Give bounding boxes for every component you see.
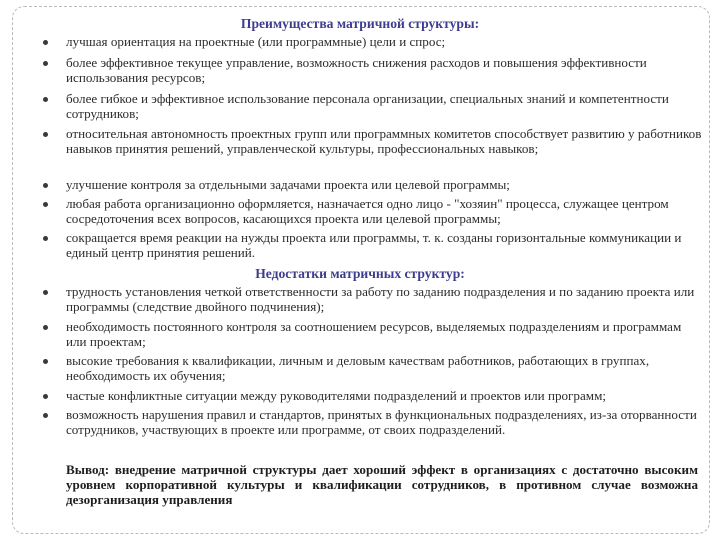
disadvantage-item	[66, 354, 702, 383]
advantage-item	[66, 92, 702, 121]
bullet-icon	[43, 202, 48, 207]
advantage-text: лучшая ориентация на проектные (или программные) цели и спрос;	[66, 34, 446, 49]
bullet-icon	[43, 97, 48, 102]
bullet-icon	[43, 413, 48, 418]
disadvantage-item	[66, 320, 702, 349]
bullet-icon	[43, 132, 48, 137]
disadvantage-item	[66, 408, 702, 437]
advantage-text: относительная автономность проектных групп или программных комитетов способствует развитию у работников навыков принятия решений, управленческой культуры, профессиональных навыков;	[66, 126, 702, 156]
disadvantage-item	[66, 389, 702, 404]
advantage-text: более эффективное текущее управление, возможность снижения расходов и повышения эффективности использования ресурсов;	[66, 55, 647, 85]
disadvantage-text: высокие требования к квалификации, личным и деловым качествам работников, работающих в группах, необходимость их обучения;	[66, 353, 650, 383]
advantages-heading: Преимущества матричной структуры:	[240, 16, 480, 31]
advantage-item	[66, 56, 702, 85]
advantage-item	[66, 197, 702, 226]
disadvantage-text: необходимость постоянного контроля за соотношением ресурсов, выделяемых подразделениям и программам или проектам;	[66, 319, 682, 349]
bullet-icon	[43, 40, 48, 45]
bullet-icon	[43, 61, 48, 66]
conclusion-text: Вывод: внедрение матричной структуры дает хороший эффект в организациях с достаточно высоким уровнем корпоративной культуры и квалификации сотрудников, в противном случае возможна дезорганизация управления	[66, 462, 698, 508]
bullet-icon	[43, 394, 48, 399]
disadvantage-text: частые конфликтные ситуации между руководителями подразделений и проектов или программ;	[66, 388, 606, 403]
bullet-icon	[43, 359, 48, 364]
advantage-text: более гибкое и эффективное использование персонала организации, специальных знаний и компетентности сотрудников;	[66, 91, 669, 121]
advantage-item	[66, 178, 702, 193]
disadvantage-text: трудность установления четкой ответственности за работу по заданию подразделения и по заданию проекта или программы (следствие двойного подчинения);	[66, 284, 695, 314]
advantage-item	[66, 35, 702, 50]
disadvantage-text: возможность нарушения правил и стандартов, принятых в функциональных подразделениях, из-за оторванности сотрудников, участвующих в проекте или программе, от своих подразделений.	[66, 407, 697, 437]
advantage-text: сокращается время реакции на нужды проекта или программы, т. к. созданы горизонтальные коммуникации и единый центр принятия решений.	[66, 230, 682, 260]
bullet-icon	[43, 236, 48, 241]
bullet-icon	[43, 290, 48, 295]
disadvantages-heading: Недостатки матричных структур:	[255, 266, 465, 281]
advantage-text: любая работа организационно оформляется, назначается одно лицо - "хозяин" процесса, служащее центром сосредоточения всех вопросов, касающихся проекта или целевой программы;	[66, 196, 669, 226]
bullet-icon	[43, 183, 48, 188]
advantage-text: улучшение контроля за отдельными задачами проекта или целевой программы;	[66, 177, 510, 192]
advantage-item	[66, 231, 702, 260]
disadvantage-item	[66, 285, 702, 314]
advantage-item	[66, 127, 702, 156]
bullet-icon	[43, 325, 48, 330]
